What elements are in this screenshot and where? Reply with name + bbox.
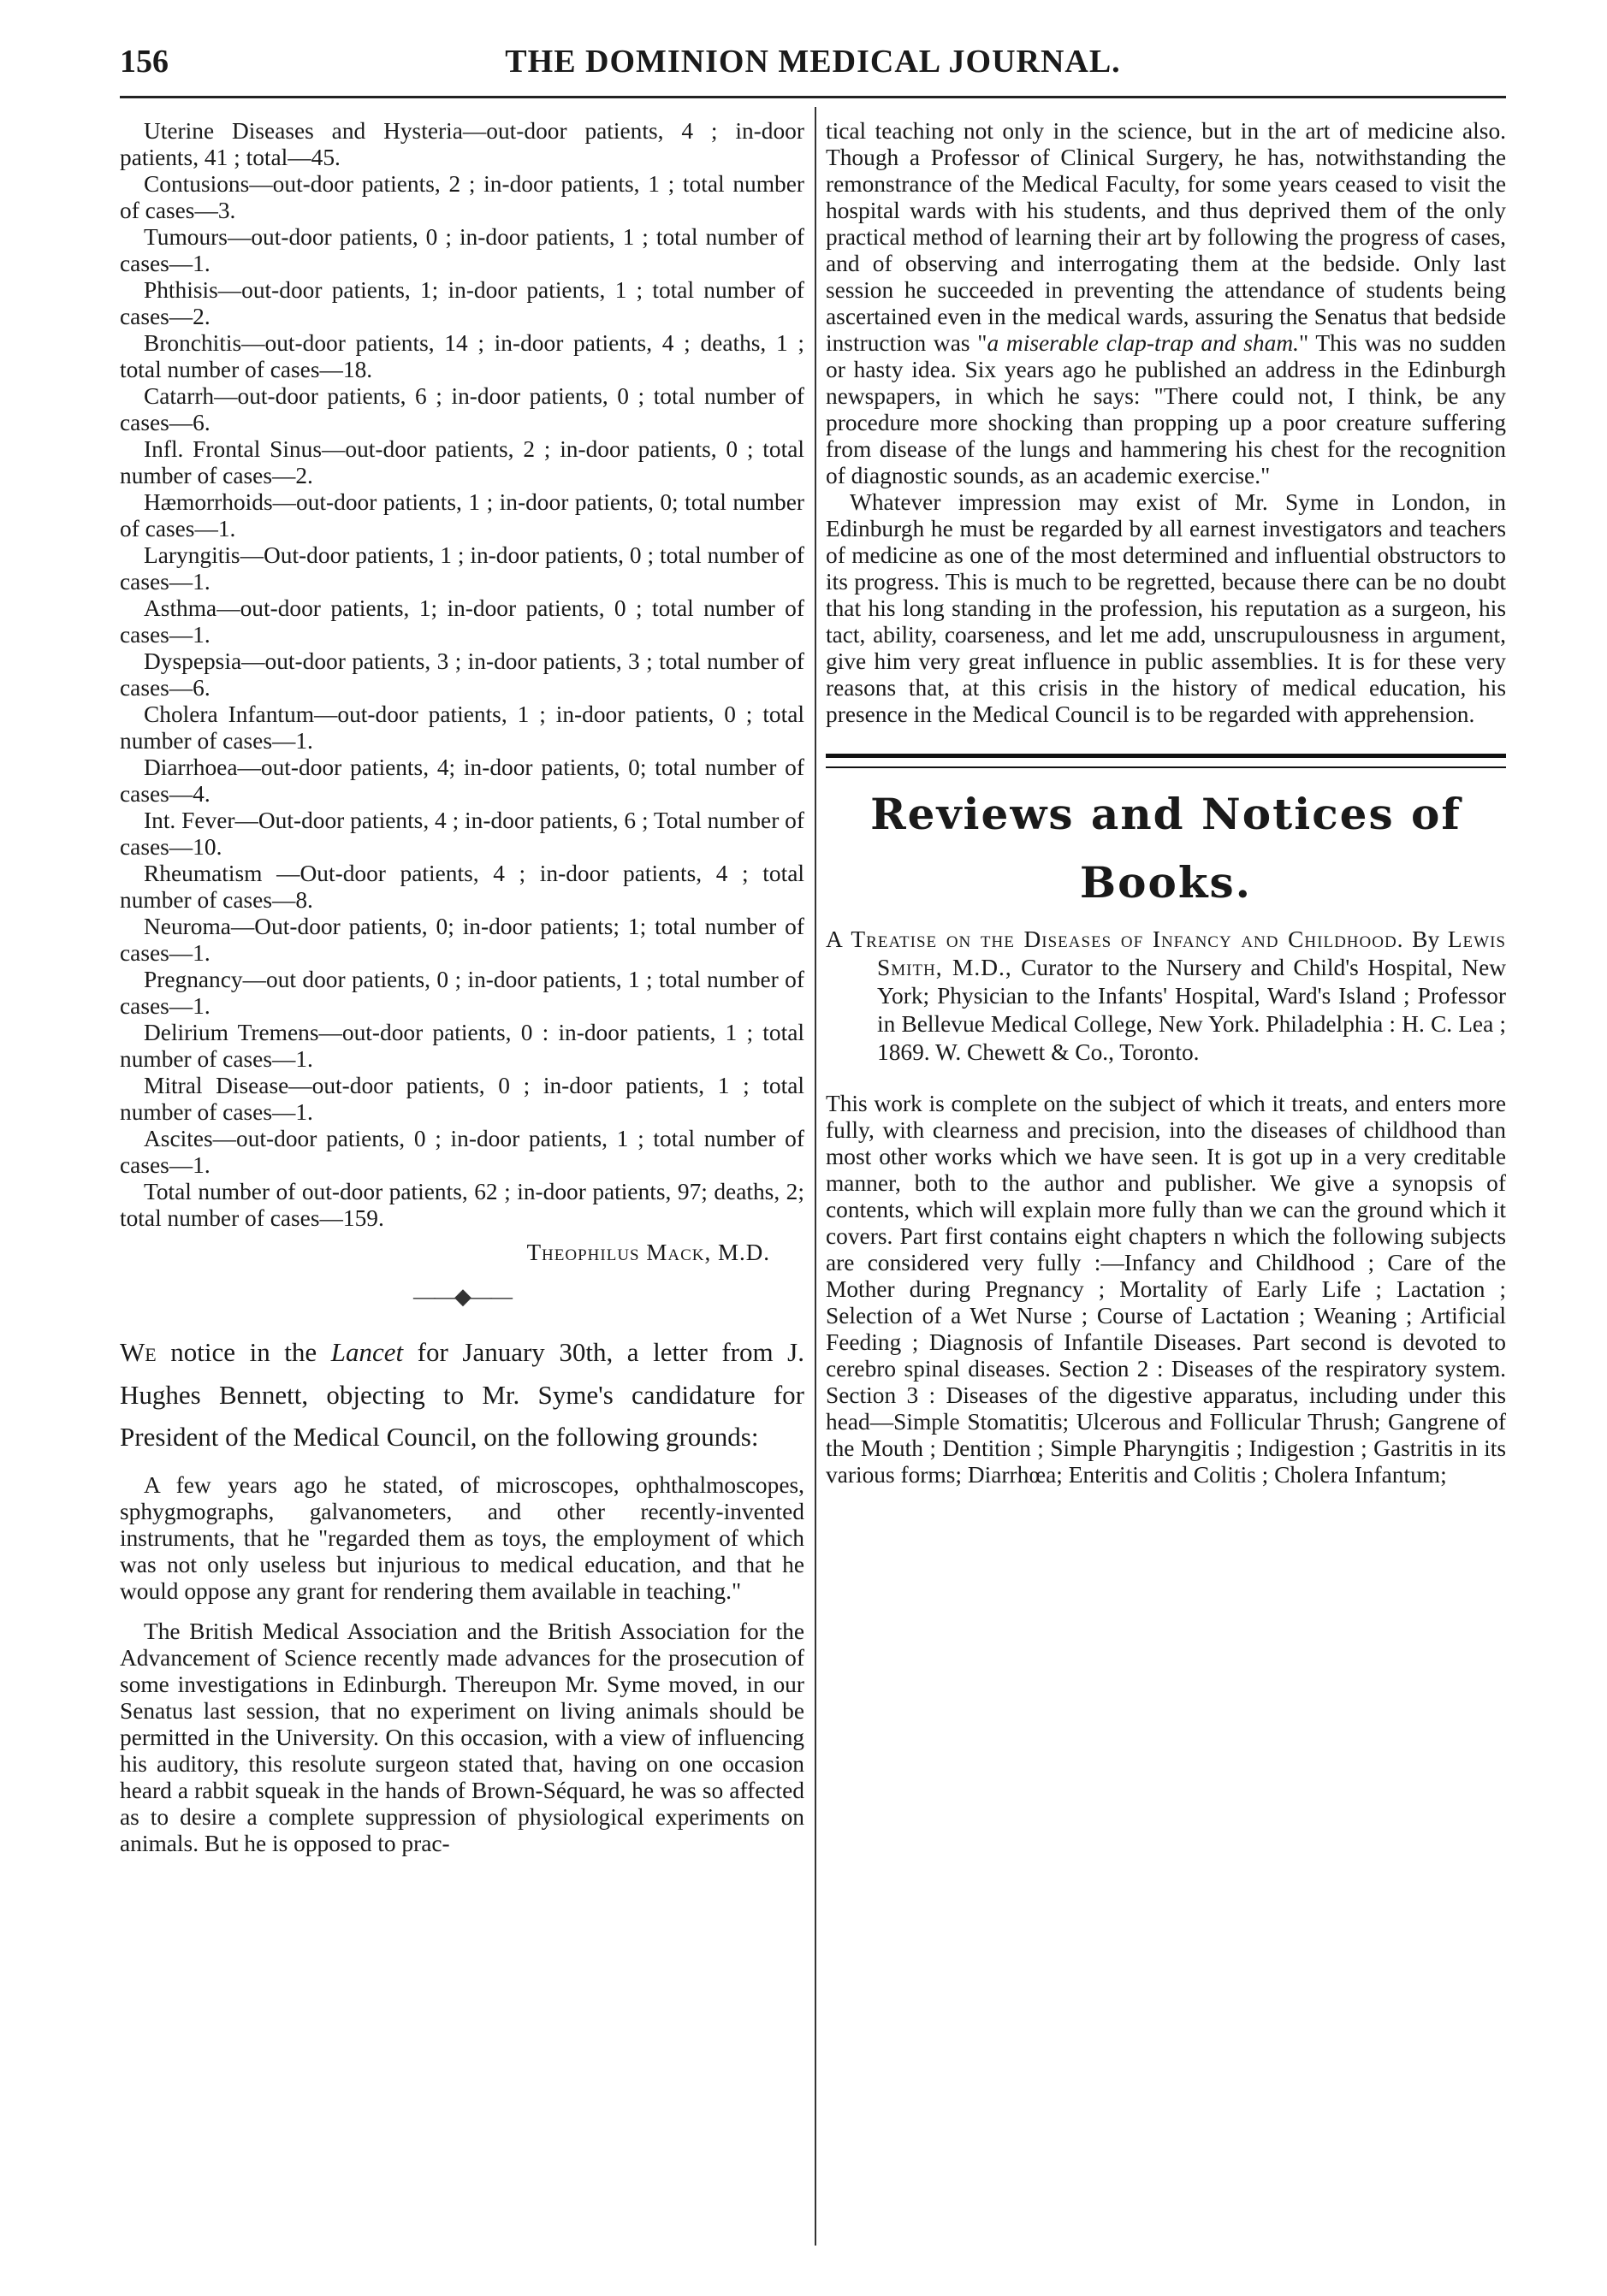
lancet-paragraph: We notice in the Lancet for January 30th, a letter from J. Hughes Bennett, objecting to Mr. Syme's candidature for President of the Medical Council, on the following grounds:	[120, 1337, 804, 1452]
journal-title: THE DOMINION MEDICAL JOURNAL.	[505, 44, 1121, 80]
statistic-entry: Bronchitis—out-door patients, 14 ; in-door patients, 4 ; deaths, 1 ; total number of cases—18.	[120, 330, 804, 382]
hospital-statistics-list	[120, 118, 804, 1232]
statistic-entry: Hæmorrhoids—out-door patients, 1 ; in-door patients, 0; total number of cases—1.	[120, 489, 804, 541]
statistic-entry: Tumours—out-door patients, 0 ; in-door patients, 1 ; total number of cases—1.	[120, 224, 804, 276]
statistic-entry: Laryngitis—Out-door patients, 1 ; in-door patients, 0 ; total number of cases—1.	[120, 542, 804, 595]
ornament-divider: ——◆——	[413, 1284, 511, 1309]
review-paragraph: This work is complete on the subject of which it treats, and enters more fully, with clearness and precision, into the diseases of childhood than most other works which we have seen. It is got up in a very creditable manner, both to the author and publisher. We give a synopsis of contents, which will explain more fully than we can the ground which it covers. Part first contains eight chapters n which the following subjects are considered very fully :—Infancy and Childhood ; Care of the Mother during Pregnancy ; Mortality of Early Life ; Lactation ; Selection of a Wet Nurse ; Course of Lactation ; Weaning ; Artificial Feeding ; Diagnosis of Infantile Diseases. Part second is devoted to cerebro spinal diseases. Section 2 : Diseases of the respiratory system. Section 3 : Diseases of the digestive apparatus, including under this head—Simple Stomatitis; Ulcerous and Follicular Thrush; Gangrene of the Mouth ; Dentition ; Simple Pharyngitis ; Indigestion ; Gastritis in its various forms; Diarrhœa; Enteritis and Colitis ; Cholera Infantum;	[826, 1091, 1506, 1488]
british-association-paragraph: The British Medical Association and the British Association for the Advancement of Science recently made advances for the prosecution of some investigations in Edinburgh. Thereupon Mr. Syme moved, in our Senatus last session, that no experiment on living animals should be permitted in the University. On this occasion, with a view of influencing his auditory, this resolute surgeon stated that, having on one occasion heard a rabbit squeak in the hands of Brown-Séquard, he was so affected as to desire a complete suppression of physiological experiments on animals. But he is opposed to prac-	[120, 1618, 804, 1856]
statistic-entry: Uterine Diseases and Hysteria—out-door patients, 4 ; in-door patients, 41 ; total—45.	[120, 118, 804, 170]
statistic-entry: Dyspepsia—out-door patients, 3 ; in-door patients, 3 ; total number of cases—6.	[120, 648, 804, 701]
signature: Theophilus Mack, M.D.	[526, 1240, 770, 1265]
statistic-entry: Rheumatism —Out-door patients, 4 ; in-door patients, 4 ; total number of cases—8.	[120, 861, 804, 913]
statistic-entry: Neuroma—Out-door patients, 0; in-door patients; 1; total number of cases—1.	[120, 914, 804, 966]
quote-italic: a miserable clap-trap and sham.	[987, 330, 1299, 356]
book-title: A Treatise on the Diseases of Infancy and Childhood.	[826, 926, 1404, 952]
column-divider	[815, 107, 816, 2246]
right-column	[826, 118, 1506, 1488]
statistic-entry: Contusions—out-door patients, 2 ; in-door patients, 1 ; total number of cases—3.	[120, 171, 804, 223]
book-citation: A Treatise on the Diseases of Infancy and Childhood. By Lewis Smith, M.D., Curator to the Nursery and Child's Hospital, New York; Physician to the Infants' Hospital, Ward's Island ; Professor in Bellevue Medical College, New York. Philadelphia : H. C. Lea ; 1869. W. Chewett & Co., Toronto.	[826, 926, 1507, 1065]
statistic-entry: Cholera Infantum—out-door patients, 1 ; in-door patients, 0 ; total number of cases—1.	[120, 701, 804, 754]
left-column	[120, 118, 804, 1857]
syme-paragraph: Whatever impression may exist of Mr. Syme in London, in Edinburgh he must be regarded by all earnest investigators and teachers of medicine as one of the most determined and influential obstructors to its progress. This is much to be regretted, because there can be no doubt that his long standing in the profession, his reputation as a surgeon, his tact, ability, coarseness, and let me add, unscrupulousness in argument, give him very great influence in public assemblies. It is for these very reasons that, at this crisis in the history of medical education, his presence in the Medical Council is to be regarded with apprehension.	[826, 489, 1506, 727]
statistic-entry: Diarrhoea—out-door patients, 4; in-door patients, 0; total number of cases—4.	[120, 754, 804, 807]
page-header	[120, 43, 1506, 94]
section-heading: Reviews and Notices of Books.	[870, 789, 1462, 908]
header-rule	[120, 96, 1506, 98]
statistic-entry: Pregnancy—out door patients, 0 ; in-door patients, 1 ; total number of cases—1.	[120, 967, 804, 1019]
statistic-entry: Infl. Frontal Sinus—out-door patients, 2 ; in-door patients, 0 ; total number of cases—2.	[120, 436, 804, 488]
statistic-entry: Total number of out-door patients, 62 ; in-door patients, 97; deaths, 2; total number of cases—159.	[120, 1179, 804, 1231]
statistic-entry: Ascites—out-door patients, 0 ; in-door patients, 1 ; total number of cases—1.	[120, 1126, 804, 1178]
statistic-entry: Asthma—out-door patients, 1; in-door patients, 0 ; total number of cases—1.	[120, 595, 804, 648]
section-rule	[826, 754, 1506, 768]
page-number: 156	[120, 44, 169, 80]
lancet-italic: Lancet	[330, 1337, 404, 1367]
statistic-entry: Phthisis—out-door patients, 1; in-door patients, 1 ; total number of cases—2.	[120, 277, 804, 329]
book-author: Lewis Smith, M.D.,	[877, 926, 1506, 980]
quote-paragraph: A few years ago he stated, of microscopes, ophthalmoscopes, sphygmographs, galvanometers, and other recently-invented instruments, that he "regarded them as toys, the employment of which was not only useless but injurious to medical education, and that he would oppose any grant for rendering them available in teaching."	[120, 1471, 804, 1604]
statistic-entry: Mitral Disease—out-door patients, 0 ; in-door patients, 1 ; total number of cases—1.	[120, 1073, 804, 1125]
statistic-entry: Delirium Tremens—out-door patients, 0 : in-door patients, 1 ; total number of cases—1.	[120, 1020, 804, 1072]
statistic-entry: Int. Fever—Out-door patients, 4 ; in-door patients, 6 ; Total number of cases—10.	[120, 808, 804, 860]
statistic-entry: Catarrh—out-door patients, 6 ; in-door patients, 0 ; total number of cases—6.	[120, 383, 804, 435]
continuation-paragraph: tical teaching not only in the science, but in the art of medicine also. Though a Professor of Clinical Surgery, he has, notwithstanding the remonstrance of the Medical Faculty, for some years ceased to visit the hospital wards with his students, and thus deprived them of the only practical method of learning their art by following the progress of cases, and of observing and interrogating them at the bedside. Only last session he succeeded in preventing the attendance of students being ascertained even in the medical wards, assuring the Senatus that bedside instruction was "a miserable clap-trap and sham." This was no sudden or hasty idea. Six years ago he published an address in the Edinburgh newspapers, in which he says: "There could not, I think, be any procedure more shocking than propping up a poor creature suffering from disease of the lungs and hammering his chest for the recognition of diagnostic sounds, as an academic exercise."	[826, 118, 1506, 488]
dropcap-word: We	[120, 1337, 157, 1367]
